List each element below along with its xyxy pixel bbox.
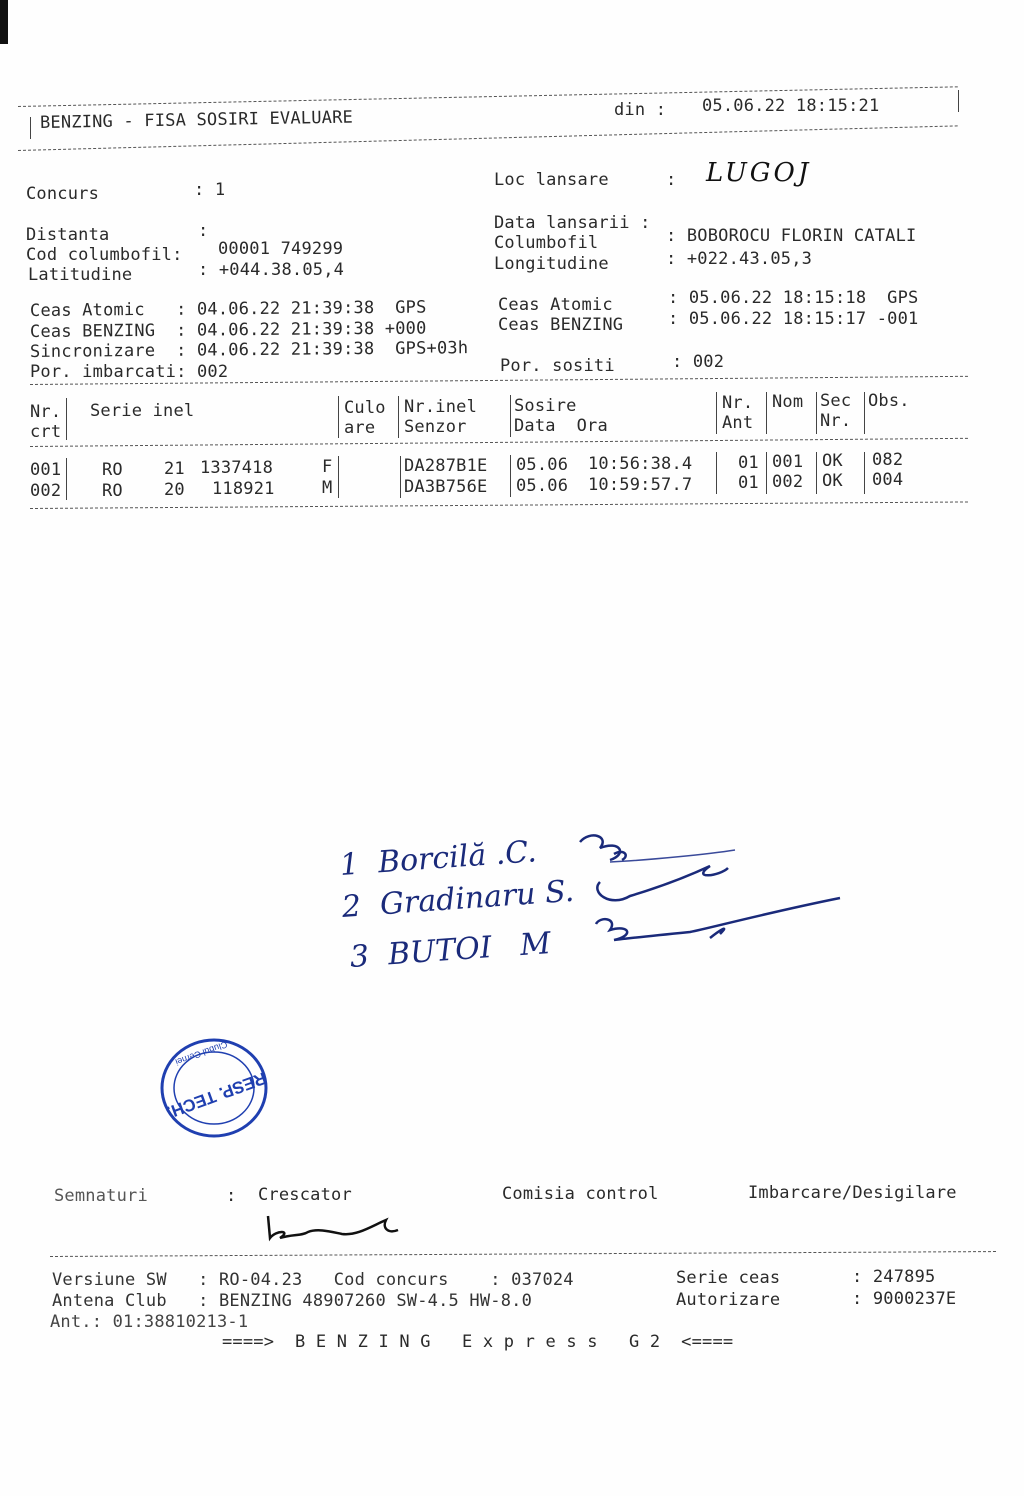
row-nom: 001 xyxy=(772,452,804,472)
col-divider xyxy=(716,452,717,494)
col-divider xyxy=(816,392,817,434)
latitudine-value: : +044.38.05,4 xyxy=(198,260,345,280)
serie-ceas-value: : 247895 xyxy=(852,1267,936,1287)
ceas-benzing-arrival-value: : 05.06.22 18:15:17 -001 xyxy=(668,309,919,329)
cod-columbofil-value: 00001 749299 xyxy=(218,239,344,259)
crescator-label: Crescator xyxy=(258,1185,352,1205)
row-tara: RO xyxy=(102,481,123,501)
col-divider xyxy=(816,452,817,494)
row-ant: 01 xyxy=(738,473,759,493)
autorizare-value: : 9000237E xyxy=(852,1289,957,1309)
row-ora: 10:59:57.7 xyxy=(588,475,693,495)
row-nom: 002 xyxy=(772,472,804,492)
distanta-label: Distanta xyxy=(26,225,110,245)
row-nr: 002 xyxy=(30,481,62,501)
footer-border xyxy=(50,1251,996,1257)
semnaturi-label: Semnaturi xyxy=(54,1186,148,1206)
row-sec: OK xyxy=(822,471,843,491)
stamp-text: RESP. TECH. xyxy=(164,1068,269,1122)
row-sex: F xyxy=(322,457,333,477)
concurs-label: Concurs xyxy=(26,184,100,204)
antena-club: Antena Club : BENZING 48907260 SW-4.5 HW-8.0 xyxy=(52,1291,533,1311)
scan-edge-mark xyxy=(0,0,8,44)
col-sec-header: Sec Nr. xyxy=(820,391,852,431)
row-inel: 118921 xyxy=(212,479,275,499)
col-obs-header: Obs. xyxy=(868,391,910,411)
loc-lansare-label: Loc lansare xyxy=(494,170,609,190)
col-divider xyxy=(864,392,865,434)
row-an: 20 xyxy=(164,480,185,500)
row-data: 05.06 xyxy=(516,455,569,475)
col-divider xyxy=(400,456,401,498)
col-nom-header: Nom xyxy=(772,392,804,412)
header-left-border xyxy=(30,117,31,139)
concurs-value: : 1 xyxy=(194,180,226,200)
loc-lansare-value: LUGOJ xyxy=(706,158,812,188)
autorizare-label: Autorizare xyxy=(676,1290,781,1310)
stamp-ring-text: Clubul Cernei xyxy=(174,1039,229,1068)
col-divider xyxy=(66,458,67,500)
col-nr-header: Nr. crt xyxy=(30,402,62,442)
handwritten-line-1: 1 Borcilă .C. xyxy=(338,834,538,883)
crescator-signature xyxy=(262,1208,412,1248)
table-bottom-border xyxy=(30,501,968,509)
table-header-border xyxy=(30,438,968,447)
row-tara: RO xyxy=(102,460,123,480)
comisia-control-label: Comisia control xyxy=(502,1184,659,1204)
col-divider xyxy=(864,452,865,494)
porumbei-imbarcati: Por. imbarcati: 002 xyxy=(30,362,229,382)
row-nr: 001 xyxy=(30,460,62,480)
col-divider xyxy=(716,392,717,434)
row-sec: OK xyxy=(822,451,843,471)
col-divider xyxy=(766,392,767,434)
col-divider xyxy=(510,395,511,437)
header-din-label: din : xyxy=(614,100,667,120)
benzing-banner: ====> B E N Z I N G E x p r e s s G 2 <==== xyxy=(222,1332,734,1352)
row-an: 21 xyxy=(164,459,185,479)
ceas-atomic-arrival-label: Ceas Atomic xyxy=(498,295,613,315)
porumbei-sositi-value: : 002 xyxy=(672,352,725,372)
porumbei-sositi-label: Por. sositi xyxy=(500,356,615,376)
handwritten-line-2: 2 Gradinaru S. xyxy=(340,873,576,925)
col-sosire-header: Sosire Data Ora xyxy=(514,396,608,436)
header-din-value: 05.06.22 18:15:21 xyxy=(702,96,880,116)
col-divider xyxy=(338,456,339,498)
imbarcare-label: Imbarcare/Desigilare xyxy=(748,1183,957,1203)
col-serie-header: Serie inel xyxy=(90,401,195,421)
handwritten-initials xyxy=(570,820,860,970)
latitudine-label: Latitudine xyxy=(28,265,133,285)
sincronizare: Sincronizare : 04.06.22 21:39:38 GPS+03h xyxy=(29,338,469,362)
ceas-atomic-arrival-value: : 05.06.22 18:15:18 GPS xyxy=(668,288,919,308)
row-senzor: DA287B1E xyxy=(404,456,488,476)
versiune-sw: Versiune SW : RO-04.23 Cod concurs : 037024 xyxy=(52,1270,574,1290)
loc-lansare-sep: : xyxy=(666,170,677,190)
header-right-border xyxy=(958,90,959,112)
col-divider xyxy=(510,455,511,497)
col-divider xyxy=(398,396,399,438)
row-obs: 082 xyxy=(872,450,904,470)
columbofil-label: Columbofil xyxy=(494,233,599,253)
distanta-value: : xyxy=(198,221,209,241)
ceas-atomic-start: Ceas Atomic : 04.06.22 21:39:38 GPS xyxy=(29,297,427,321)
ceas-benzing-arrival-label: Ceas BENZING xyxy=(498,315,624,335)
columbofil-value: : BOBOROCU FLORIN CATALI xyxy=(666,226,917,246)
row-sex: M xyxy=(322,478,333,498)
col-ant-header: Nr. Ant xyxy=(722,393,754,433)
antena-id: Ant.: 01:38810213-1 xyxy=(50,1312,249,1332)
col-divider xyxy=(338,396,339,438)
longitudine-label: Longitudine xyxy=(494,254,609,274)
row-obs: 004 xyxy=(872,470,904,490)
club-stamp xyxy=(158,1036,270,1140)
serie-ceas-label: Serie ceas xyxy=(676,1268,781,1288)
handwritten-line-3: 3 BUTOI M xyxy=(348,926,553,975)
col-nrinel-header: Nr.inel Senzor xyxy=(404,397,478,437)
cod-columbofil-label: Cod columbofil: xyxy=(26,245,183,265)
data-lansarii-label: Data lansarii : xyxy=(494,213,651,233)
header-title: BENZING - FISA SOSIRI EVALUARE xyxy=(39,107,354,133)
row-data: 05.06 xyxy=(516,476,569,496)
row-ora: 10:56:38.4 xyxy=(588,454,693,474)
row-senzor: DA3B756E xyxy=(404,477,488,497)
semnaturi-sep: : xyxy=(226,1186,237,1206)
ceas-benzing-start: Ceas BENZING : 04.06.22 21:39:38 +000 xyxy=(29,318,427,342)
col-culoare-header: Culo are xyxy=(344,398,386,438)
longitudine-value: : +022.43.05,3 xyxy=(666,249,813,269)
row-inel: 1337418 xyxy=(200,458,274,478)
row-ant: 01 xyxy=(738,453,759,473)
col-divider xyxy=(766,452,767,494)
col-divider xyxy=(66,398,67,440)
